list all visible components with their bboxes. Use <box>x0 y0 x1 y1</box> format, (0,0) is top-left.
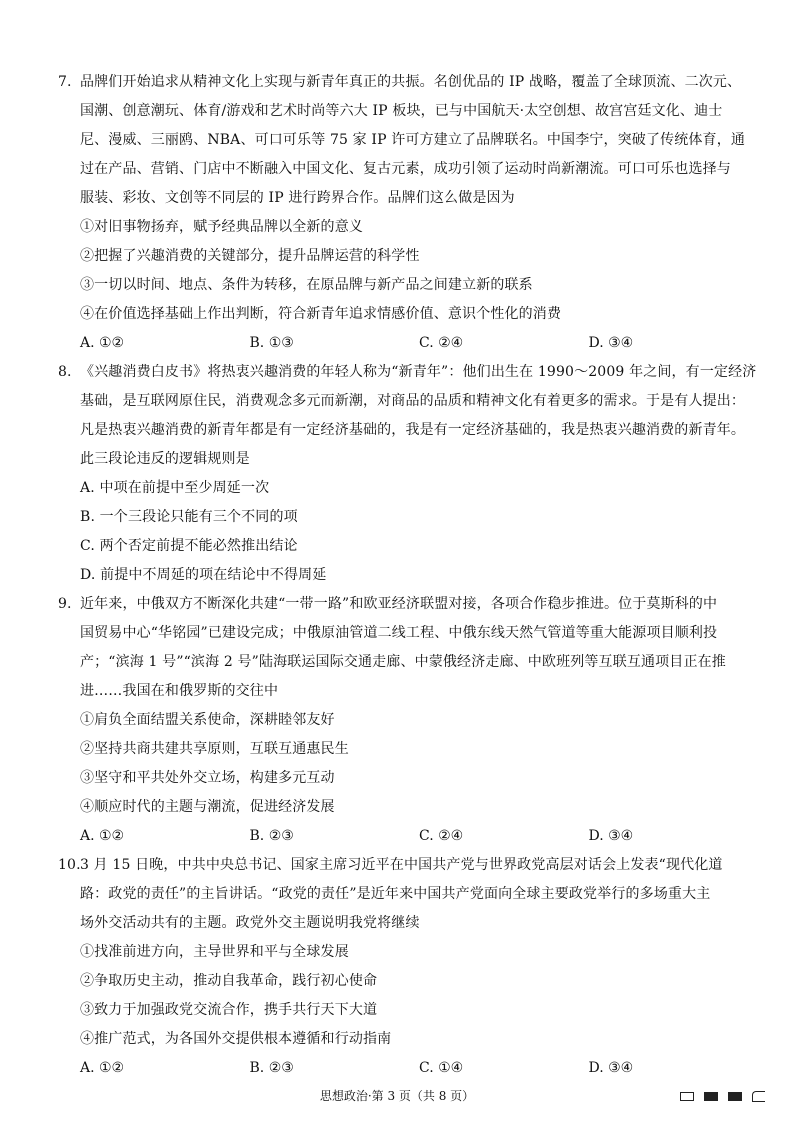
question-number: 8. <box>58 364 72 380</box>
registration-marks <box>680 1091 765 1102</box>
statement: ①对旧事物扬弃，赋予经典品牌以全新的意义 <box>80 219 363 235</box>
solid-rectangle-icon <box>704 1092 718 1101</box>
option-b: B. ②③ <box>249 1060 294 1076</box>
corner-bracket-icon <box>752 1091 765 1102</box>
hollow-rectangle-icon <box>680 1092 694 1101</box>
option-b: B. ②③ <box>249 828 294 844</box>
option-a: A. ①② <box>80 335 125 351</box>
question-number: 9. <box>58 596 72 612</box>
question-stem-line: 国潮、创意潮玩、体育/游戏和艺术时尚等六大 IP 板块，已与中国航天·太空创想、故宫宫廷文化、迪士 <box>80 103 723 119</box>
option-c: C. 两个否定前提不能必然推出结论 <box>80 538 298 554</box>
question-number: 10. <box>58 857 81 873</box>
question-stem-line: 7. 品牌们开始追求从精神文化上实现与新青年真正的共振。名创优品的 IP 战略，覆盖了全球顶流、二次元、 <box>58 68 758 97</box>
question-stem-line: 场外交活动共有的主题。政党外交主题说明我党将继续 <box>80 915 420 931</box>
option-d: D. ③④ <box>588 335 634 351</box>
statement: ④顺应时代的主题与潮流，促进经济发展 <box>80 799 335 815</box>
statement: ③致力于加强政党交流合作，携手共行天下大道 <box>80 1002 378 1018</box>
question-stem-line: 过在产品、营销、门店中不断融入中国文化、复古元素，成功引领了运动时尚新潮流。可口可乐也选择与 <box>80 161 731 177</box>
statement: ①找准前进方向，主导世界和平与全球发展 <box>80 944 349 960</box>
question-stem-line: 凡是热衷兴趣消费的新青年都是有一定经济基础的，我是有一定经济基础的，我是热衷兴趣消费的新青年。 <box>80 422 746 438</box>
question-stem-line: 路：政党的责任”的主旨讲话。“政党的责任”是近年来中国共产党面向全球主要政党举行的多场重大主 <box>80 886 711 902</box>
option-b: B. ①③ <box>249 335 294 351</box>
question-number: 7. <box>58 74 72 90</box>
question-stem-line: 服装、彩妆、文创等不同层的 IP 进行跨界合作。品牌们这么做是因为 <box>80 190 515 206</box>
statement: ①肩负全面结盟关系使命，深耕睦邻友好 <box>80 712 335 728</box>
option-d: D. ③④ <box>588 828 634 844</box>
question-stem-line: 9. 近年来，中俄双方不断深化共建“一带一路”和欧亚经济联盟对接，各项合作稳步推进。位于莫斯科的中 <box>58 590 758 619</box>
statement: ②争取历史主动，推动自我革命，践行初心使命 <box>80 973 378 989</box>
question-7 <box>58 68 758 358</box>
option-d: D. ③④ <box>588 1060 634 1076</box>
question-stem-line: 产；“滨海 1 号”“滨海 2 号”陆海联运国际交通走廊、中蒙俄经济走廊、中欧班列等互联互通项目正在推 <box>80 654 726 670</box>
option-d: D. 前提中不周延的项在结论中不得周延 <box>80 567 327 583</box>
question-stem-line: 进……我国在和俄罗斯的交往中 <box>80 683 279 699</box>
question-9 <box>58 590 758 851</box>
statement: ④推广范式，为各国外交提供根本遵循和行动指南 <box>80 1031 392 1047</box>
statement: ③一切以时间、地点、条件为转移，在原品牌与新产品之间建立新的联系 <box>80 277 533 293</box>
option-c: C. ①④ <box>419 1060 464 1076</box>
statement: ②把握了兴趣消费的关键部分，提升品牌运营的科学性 <box>80 248 420 264</box>
option-a: A. 中项在前提中至少周延一次 <box>80 480 270 496</box>
option-b: B. 一个三段论只能有三个不同的项 <box>80 509 298 525</box>
page-footer: 思想政治·第 3 页（共 8 页） <box>319 1089 475 1103</box>
question-stem-line: 尼、漫威、三丽鸥、NBA、可口可乐等 75 家 IP 许可方建立了品牌联名。中国李宁，突破了传统体育，通 <box>80 132 746 148</box>
answer-options <box>58 1054 758 1083</box>
statement: ③坚守和平共处外交立场，构建多元互动 <box>80 770 335 786</box>
question-8 <box>58 358 758 590</box>
question-stem-line: 10.3 月 15 日晚，中共中央总书记、国家主席习近平在中国共产党与世界政党高层对话会上发表“现代化道 <box>58 851 758 880</box>
option-a: A. ①② <box>80 828 125 844</box>
question-10 <box>58 851 758 1083</box>
statement: ④在价值选择基础上作出判断，符合新青年追求情感价值、意识个性化的消费 <box>80 306 562 322</box>
option-c: C. ②④ <box>419 828 464 844</box>
statement: ②坚持共商共建共享原则，互联互通惠民生 <box>80 741 349 757</box>
question-stem-line: 8. 《兴趣消费白皮书》将热衷兴趣消费的年轻人称为“新青年”：他们出生在 1990～2009 年之间，有一定经济 <box>58 358 758 387</box>
option-c: C. ②④ <box>419 335 464 351</box>
answer-options <box>58 822 758 851</box>
question-stem-line: 国贸易中心“华铭园”已建设完成；中俄原油管道二线工程、中俄东线天然气管道等重大能源项目顺利投 <box>80 625 718 641</box>
answer-options <box>58 329 758 358</box>
option-a: A. ①② <box>80 1060 125 1076</box>
question-stem-line: 基础，是互联网原住民，消费观念多元而新潮，对商品的品质和精神文化有着更多的需求。于是有人提出： <box>80 393 746 409</box>
solid-rectangle-icon <box>728 1092 742 1101</box>
question-stem-line: 此三段论违反的逻辑规则是 <box>80 451 250 467</box>
